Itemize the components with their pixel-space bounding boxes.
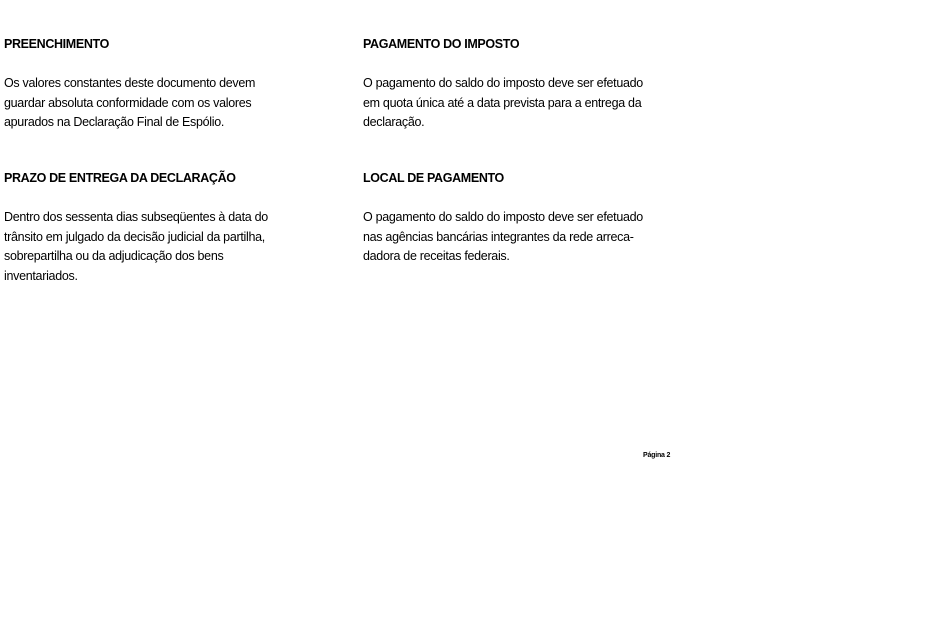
body-line: sobrepartilha ou da adjudicação dos bens <box>4 249 224 263</box>
section-heading: LOCAL DE PAGAMENTO <box>363 171 504 185</box>
section-preenchimento <box>4 36 304 133</box>
body-line: em quota única até a data prevista para a entrega da <box>363 95 642 110</box>
page-number: Página 2 <box>643 452 671 459</box>
section-pagamento-do-imposto <box>363 36 663 133</box>
body-line: O pagamento do saldo do imposto deve ser efetuado <box>363 210 643 224</box>
section-local-de-pagamento <box>363 170 663 267</box>
body-line: O pagamento do saldo do imposto deve ser efetuado <box>363 76 643 90</box>
body-line: guardar absoluta conformidade com os valores <box>4 95 252 110</box>
section-heading: PRAZO DE ENTREGA DA DECLARAÇÃO <box>4 171 236 185</box>
section-heading: PAGAMENTO DO IMPOSTO <box>363 37 520 51</box>
body-line: apurados na Declaração Final de Espólio. <box>4 115 225 129</box>
section-heading: PREENCHIMENTO <box>4 37 109 51</box>
body-line: declaração. <box>363 115 425 129</box>
body-line: Dentro dos sessenta dias subseqüentes à data do <box>4 210 268 224</box>
body-line: dadora de receitas federais. <box>363 249 510 263</box>
body-line: inventariados. <box>4 268 78 283</box>
body-line: Os valores constantes deste documento devem <box>4 76 256 90</box>
body-line: trânsito em julgado da decisão judicial da partilha, <box>4 229 265 244</box>
section-body <box>363 208 663 267</box>
section-body <box>4 74 304 133</box>
section-body <box>363 74 663 133</box>
body-line: nas agências bancárias integrantes da rede arreca- <box>363 229 634 244</box>
section-prazo-de-entrega <box>4 170 304 286</box>
section-body <box>4 208 304 286</box>
